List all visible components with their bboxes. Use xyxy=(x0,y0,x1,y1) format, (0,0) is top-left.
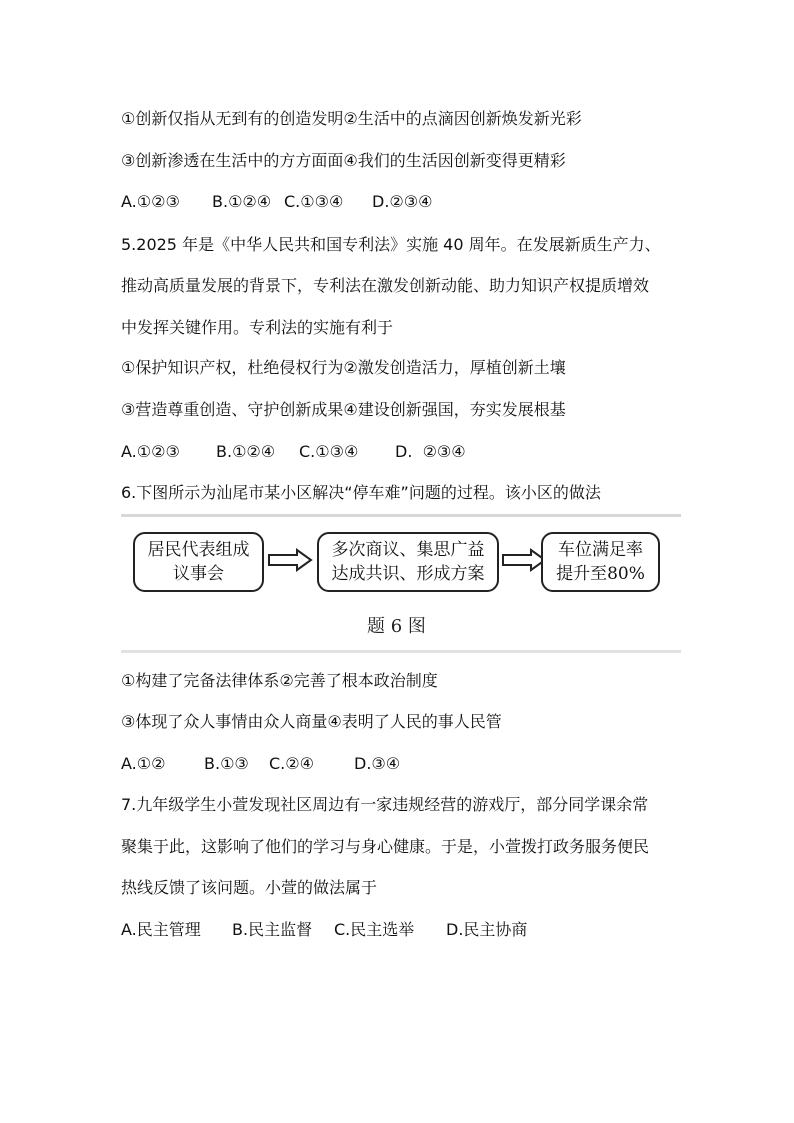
q7-option-b: B.民主监督 xyxy=(232,920,313,939)
q7-option-d: D.民主协商 xyxy=(446,920,528,939)
q6-option-d: D.③④ xyxy=(354,754,401,773)
q5-statement-1: ①保护知识产权，杜绝侵权行为②激发创造活力，厚植创新土壤 xyxy=(121,358,566,377)
q7-stem-line-2: 聚集于此，这影响了他们的学习与身心健康。于是，小萱拨打政务服务便民 xyxy=(121,837,650,856)
box1-line-2: 议事会 xyxy=(173,564,224,584)
diagram-caption: 题 6 图 xyxy=(367,616,426,637)
q7-stem-line-1: 7.九年级学生小萱发现社区周边有一家违规经营的游戏厅，部分同学课余常 xyxy=(121,795,649,814)
diagram-box-residents-council xyxy=(133,532,264,592)
q6-option-c: C.②④ xyxy=(269,754,314,773)
box2-line-2: 达成共识、形成方案 xyxy=(331,564,485,584)
q6-option-b: B.①③ xyxy=(204,754,249,773)
q5-option-b: B.①②④ xyxy=(216,442,276,461)
q4-statement-2: ③创新渗透在生活中的方方面面④我们的生活因创新变得更精彩 xyxy=(121,151,566,170)
q4-option-b: B.①②④ xyxy=(212,192,272,211)
box3-line-2: 提升至80% xyxy=(556,564,645,584)
q7-stem-line-3: 热线反馈了该问题。小萱的做法属于 xyxy=(121,878,378,897)
diagram-box-result xyxy=(541,532,660,592)
q6-stem-line-1: 6.下图所示为汕尾市某小区解决“停车难”问题的过程。该小区的做法 xyxy=(121,483,601,502)
box2-line-1: 多次商议、集思广益 xyxy=(331,540,485,560)
diagram-box-consultation xyxy=(317,532,499,592)
q7-option-c: C.民主选举 xyxy=(334,920,415,939)
q5-stem-line-3: 中发挥关键作用。专利法的实施有利于 xyxy=(121,318,394,337)
q5-stem-line-2: 推动高质量发展的背景下，专利法在激发创新动能、助力知识产权提质增效 xyxy=(121,276,650,295)
q6-statement-1: ①构建了完备法律体系②完善了根本政治制度 xyxy=(121,671,438,690)
q4-statement-1: ①创新仅指从无到有的创造发明②生活中的点滴因创新焕发新光彩 xyxy=(121,109,582,128)
q6-flow-diagram xyxy=(121,518,681,658)
q5-option-c: C.①③④ xyxy=(299,442,359,461)
arrow-right-icon xyxy=(267,548,313,572)
q5-stem-line-1: 5.2025 年是《中华人民共和国专利法》实施 40 周年。在发展新质生产力、 xyxy=(121,235,661,254)
q5-statement-2: ③营造尊重创造、守护创新成果④建设创新强国，夯实发展根基 xyxy=(121,400,566,419)
box1-line-1: 居民代表组成 xyxy=(147,540,250,560)
q5-option-d: D. ②③④ xyxy=(395,442,466,461)
q4-option-a: A.①②③ xyxy=(121,192,180,211)
q4-option-c: C.①③④ xyxy=(284,192,344,211)
q5-option-a: A.①②③ xyxy=(121,442,180,461)
box3-line-1: 车位满足率 xyxy=(558,540,643,560)
q7-option-a: A.民主管理 xyxy=(121,920,201,939)
q6-option-a: A.①② xyxy=(121,754,166,773)
q4-option-d: D.②③④ xyxy=(372,192,433,211)
q6-statement-2: ③体现了众人事情由众人商量④表明了人民的事人民管 xyxy=(121,712,502,731)
